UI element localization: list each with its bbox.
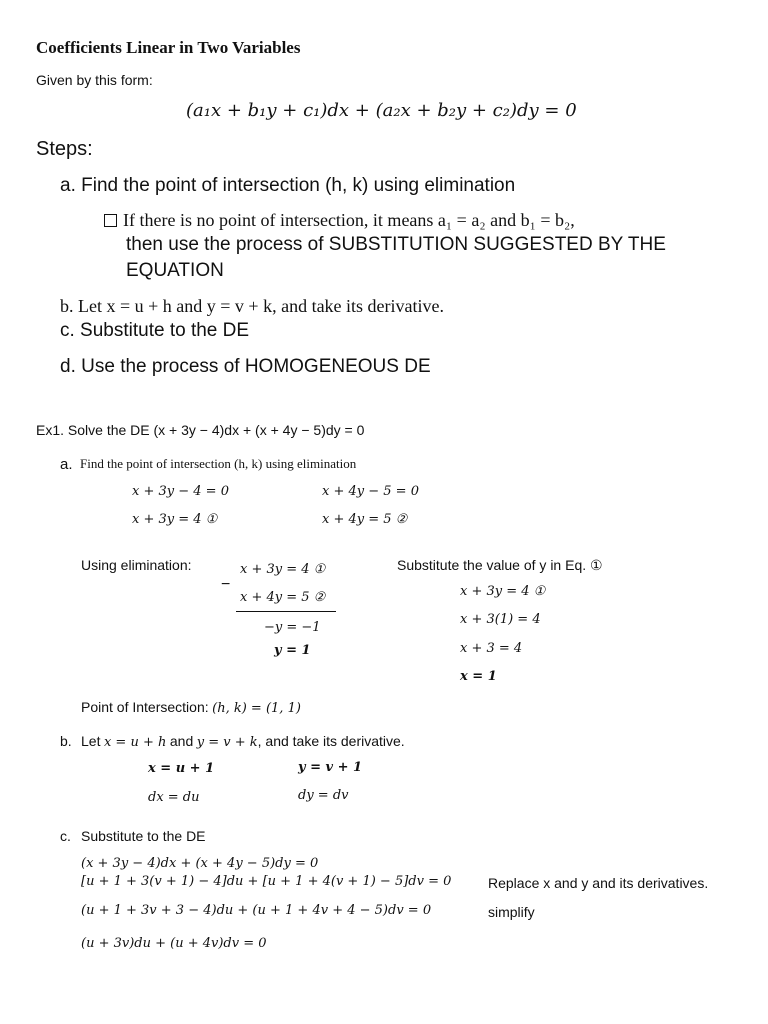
de-line-4: (u + 3v)du + (u + 4v)dv = 0 [81,936,267,951]
y-substitution: y = v + 1 [298,760,363,775]
equation-2-rearranged: x + 4y = 5 ② [322,512,408,527]
substitute-line-3: x + 3 = 4 [460,641,523,656]
step-c: c. Substitute to the DE [60,320,250,341]
equation-1: x + 3y − 4 = 0 [132,484,229,499]
replace-note: Replace x and y and its derivatives. [488,875,709,891]
step-a: a. Find the point of intersection (h, k) using elimination [60,175,516,196]
step-b: b. Let x = u + h and y = v + k, and take its derivative. [60,296,445,316]
de-line-1: (x + 3y − 4)dx + (x + 4y − 5)dy = 0 [81,856,319,871]
dy-derivative: dy = dv [298,788,349,803]
step-d: d. Use the process of HOMOGENEOUS DE [60,356,431,377]
subtraction-sign: − [221,576,231,593]
dx-derivative: dx = du [148,790,200,805]
page-title: Coefficients Linear in Two Variables [36,38,301,57]
elimination-line-1: x + 3y = 4 ① [240,562,326,577]
part-b-text [81,733,405,751]
part-b-text-x: x = u + h [103,735,167,750]
general-form-equation: (a₁x + b₁y + c₁)dx + (a₂x + b₂y + c₂)dy = 0 [186,100,577,121]
elimination-rule [236,611,336,612]
part-c-label: c. [60,828,71,844]
part-b-text-pre: Let [81,733,101,749]
elimination-label: Using elimination: [81,557,192,573]
step-a-note-line-1: If there is no point of intersection, it means a₁ = a₂ and b₁ = b₂, [123,210,575,230]
x-value: x = 1 [460,669,497,684]
step-a-note-line-3: EQUATION [126,260,224,281]
part-a-label: a. [60,456,73,473]
poi-value: (h, k) = (1, 1) [212,701,301,716]
substitute-line-1: x + 3y = 4 ① [460,584,546,599]
de-line-3: (u + 1 + 3v + 3 − 4)du + (u + 1 + 4v + 4 − 5)dv = 0 [81,903,432,918]
point-of-intersection [81,699,301,717]
given-label: Given by this form: [36,72,153,88]
step-a-note [104,210,575,231]
substitute-line-2: x + 3(1) = 4 [460,612,541,627]
step-a-note-line-2: then use the process of SUBSTITUTION SUGGESTED BY THE [126,234,666,255]
part-a-text: Find the point of intersection (h, k) using elimination [80,456,357,471]
substitute-label: Substitute the value of y in Eq. ① [397,557,603,573]
part-b-text-mid: and [169,733,194,749]
equation-1-rearranged: x + 3y = 4 ① [132,512,218,527]
elimination-result: −y = −1 [264,620,321,635]
de-line-2: [u + 1 + 3(v + 1) − 4]du + [u + 1 + 4(v + 1) − 5]dv = 0 [81,874,452,889]
simplify-note: simplify [488,904,535,920]
equation-2: x + 4y − 5 = 0 [322,484,419,499]
elimination-line-2: x + 4y = 5 ② [240,590,326,605]
part-b-text-y: y = v + k [196,735,258,750]
example-heading: Ex1. Solve the DE (x + 3y − 4)dx + (x + 4y − 5)dy = 0 [36,422,365,438]
steps-label: Steps: [36,138,93,160]
y-value: y = 1 [274,643,311,658]
poi-label: Point of Intersection: [81,699,209,715]
part-c-text: Substitute to the DE [81,828,206,844]
part-b-text-post: , and take its derivative. [257,733,405,749]
x-substitution: x = u + 1 [148,761,215,776]
checkbox-icon [104,214,117,227]
part-b-label: b. [60,733,72,749]
